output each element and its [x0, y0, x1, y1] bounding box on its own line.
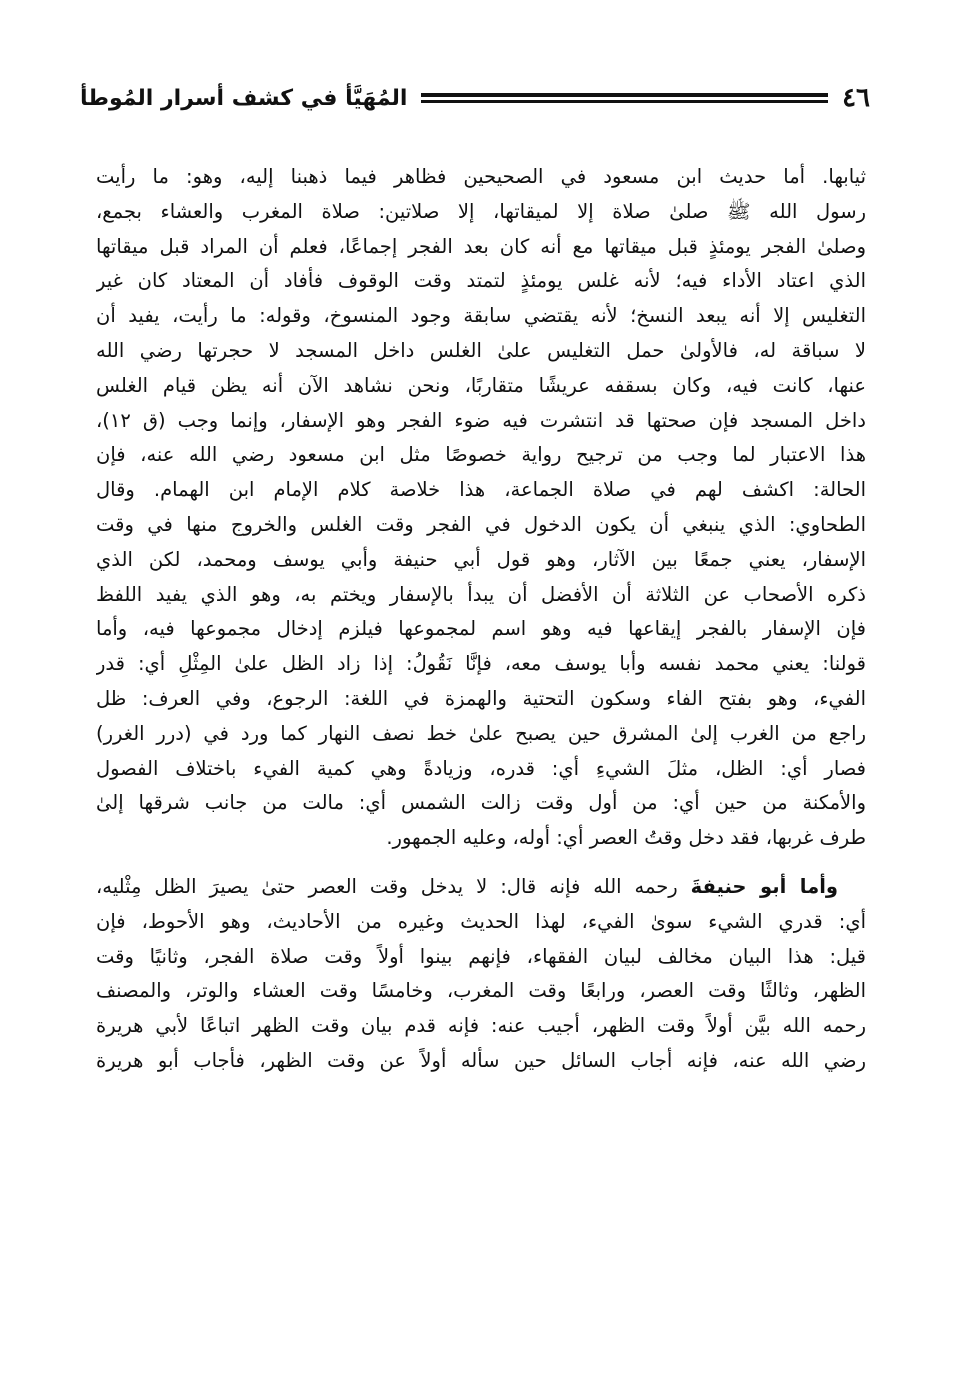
- text-line: لا سباقة له، فالأولىٰ حمل التغليس علىٰ الغلس داخل المسجد لا حجرتها رضي الله: [96, 338, 866, 362]
- text-line: عنها، كانت فيه، وكان بسقفه عريشًا متقاربًا، ونحن نشاهد الآن أنه يظن قيام الغلس: [96, 373, 866, 397]
- paragraph-lead: وأما أبو حنيفةَ: [690, 874, 839, 898]
- text-line: الحالة: اكشف لهم في صلاة الجماعة، هذا خلاصة كلام الإمام ابن الهمام. وقال: [96, 478, 866, 502]
- text-line: الفيء، وهو بفتح الفاء وسكون التحتية والهمزة في اللغة: الرجوع، وفي العرف: ظل: [96, 686, 866, 710]
- header-rule: [421, 93, 828, 103]
- running-title: المُهَيَّأ في كشف أسرار المُوطأ: [80, 85, 408, 111]
- text-line: الإسفار، يعني جمعًا بين الآثار، وهو قول أبي حنيفة وأبي يوسف ومحمد، لكن الذي: [96, 547, 866, 571]
- page-header: [80, 78, 870, 118]
- text-line: أي: قدري الشيء سوىٰ الفيء، لهذا الحديث وغيره من الأحاديث، وهو الأحوط، فإن: [96, 909, 866, 933]
- text-line: قولنا: يعني محمد نفسه وأبا يوسف معه، فإنَّا نَقُولُ: إذا زاد الظل علىٰ المِثْلِ أي: قدر: [96, 652, 866, 676]
- text-line: [96, 870, 866, 905]
- text-line: الظهر، وثالثًا وقت العصر، ورابعًا وقت المغرب، وخامسًا وقت العشاء والوتر، والمصنف: [96, 979, 866, 1003]
- text-line: رضي الله عنه، فإنه أجاب السائل حين سأله أولاً عن وقت الظهر، فأجاب أبو هريرة: [96, 1048, 866, 1072]
- text-line: هذا الاعتبار لما وجب من ترجيح رواية خصوصًا مثل ابن مسعود رضي الله عنه، فإن: [96, 443, 866, 467]
- text-line: الطحاوي: الذي ينبغي أن يكون الدخول في الفجر وقت الغلس والخروج منها في وقت: [96, 512, 866, 536]
- page-number: ٤٦: [842, 83, 870, 113]
- text-line: الذي اعتاد الأداء فيه؛ لأنه غلس يومئذٍ لتمتد وقت الوقوف فأفاد أن المعتاد كان غير: [96, 269, 866, 293]
- text-fragment: رحمه الله فإنه قال: لا يدخل وقت العصر حتىٰ يصيرَ الظل مِثْليه،: [96, 874, 691, 898]
- text-line: قيل: هذا البيان مخالف لبيان الفقهاء، فإنهم بينوا أولاً وقت صلاة الفجر، وثانيًا وقت: [96, 944, 866, 968]
- body-text: [96, 160, 866, 1079]
- paragraph-1: [96, 160, 866, 856]
- text-line: والأمكنة من حين أي: من أول وقت زالت الشمس أي: مالت من جانب شرقها إلىٰ: [96, 791, 866, 815]
- text-line: ذكره الأصحاب عن الثلاثة أن الأفضل أن يبدأ بالإسفار ويختم به، وهو الذي يفيد اللفظ: [96, 582, 866, 606]
- text-line: ثيابها. أما حديث ابن مسعود في الصحيحين فظاهر فيما ذهبنا إليه، وهو: ما رأيت: [96, 165, 866, 188]
- text-line: وصلىٰ الفجر يومئذٍ قبل ميقاتها مع أنه كان بعد الفجر إجماعًا، فعلم أن المراد قبل ميقاتها: [96, 234, 866, 258]
- text-line: فصار أي: الظل، مثلَ الشيءِ أي: قدره، وزيادةً وهي كمية الفيء باختلاف الفصول: [96, 756, 866, 780]
- text-line: فإن الإسفار بالفجر إيقاعها فيه وهو اسم لمجموعها فيلزم إدخال مجموعها فيه، وأما: [96, 617, 866, 641]
- text-line: داخل المسجد فإن صحتها قد انتشرت فيه ضوء الفجر وهو الإسفار، وإنما وجب (ق ١٢)،: [96, 408, 866, 432]
- paragraph-2: [96, 870, 866, 1079]
- text-line: رحمه الله بيَّن أولاً وقت الظهر، أجيب عنه: فإنه قدم بيان وقت الظهر اتباعًا لأبي هريرة: [96, 1014, 866, 1038]
- text-line: طرف غربها، فقد دخل وقتُ العصر أي: أوله، وعليه الجمهور.: [386, 826, 866, 850]
- text-line: التغليس إلا أنه يبعد النسخ؛ لأنه يقتضي سابقة وجود المنسوخ، وقوله: ما رأيت، يفيد أن: [96, 304, 866, 328]
- text-line: رسول الله ﷺ صلىٰ صلاة إلا لميقاتها، إلا صلاتين: صلاة المغرب والعشاء بجمع،: [96, 199, 866, 223]
- text-line: راجع من الغرب إلىٰ المشرق حين يصبح علىٰ خط نصف النهار كما ورد في (درر الغرر): [96, 721, 866, 745]
